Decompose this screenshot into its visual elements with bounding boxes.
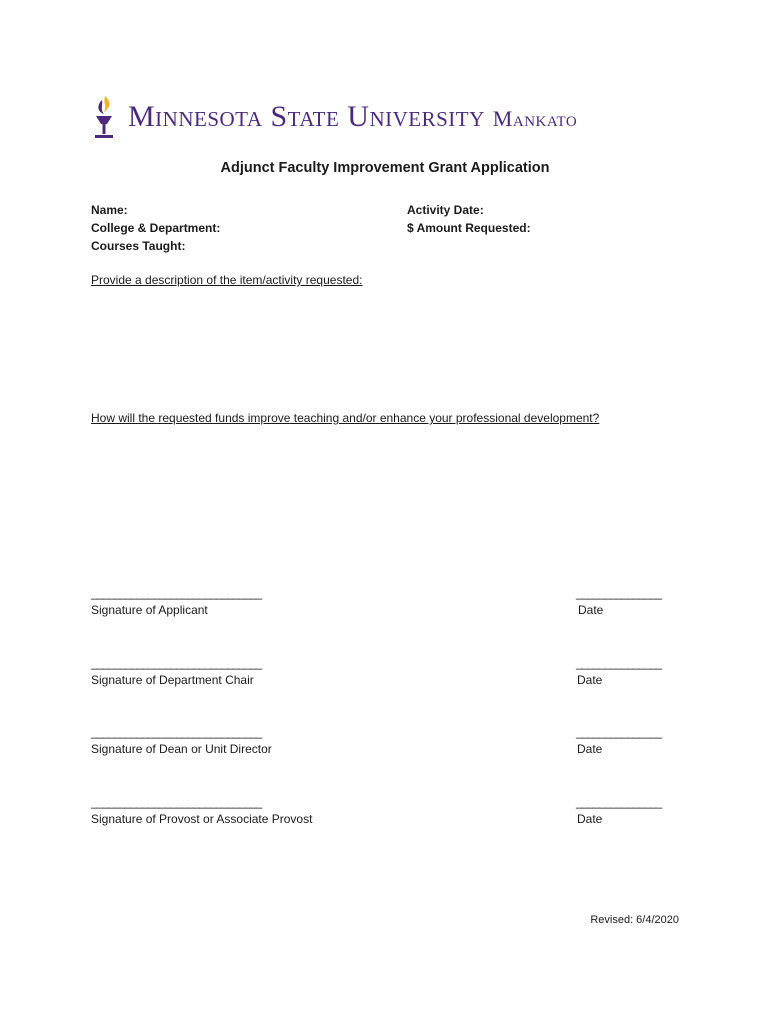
- activity-date-label: Activity Date:: [407, 203, 484, 217]
- department-chair-signature-line: ______________________________: [91, 656, 262, 670]
- improvement-prompt: How will the requested funds improve teaching and/or enhance your professional development?: [91, 411, 600, 425]
- dean-date-line: _______________: [576, 725, 662, 739]
- form-title: Adjunct Faculty Improvement Grant Application: [220, 160, 550, 176]
- logo-wordmark: [128, 100, 577, 134]
- logo-sub-text: Mankato: [492, 106, 578, 131]
- applicant-date-line: _______________: [576, 586, 662, 600]
- applicant-signature-label: Signature of Applicant: [91, 603, 208, 617]
- logo-main-text: Minnesota State University: [128, 100, 485, 133]
- dean-signature-line: ______________________________: [91, 725, 262, 739]
- department-chair-signature-label: Signature of Department Chair: [91, 673, 254, 687]
- department-chair-date-label: Date: [577, 673, 603, 687]
- torch-icon: [90, 94, 118, 140]
- applicant-signature-line: ______________________________: [91, 586, 262, 600]
- revised-date: Revised: 6/4/2020: [590, 914, 679, 926]
- provost-signature-line: ______________________________: [91, 795, 262, 809]
- dean-date-label: Date: [577, 742, 603, 756]
- amount-requested-label: $ Amount Requested:: [407, 221, 531, 235]
- university-logo: [90, 94, 700, 142]
- courses-taught-label: Courses Taught:: [91, 239, 186, 253]
- provost-date-line: _______________: [576, 795, 662, 809]
- department-chair-date-line: _______________: [576, 656, 662, 670]
- dean-signature-label: Signature of Dean or Unit Director: [91, 742, 272, 756]
- description-prompt: Provide a description of the item/activity requested:: [91, 273, 363, 287]
- college-department-label: College & Department:: [91, 221, 221, 235]
- provost-date-label: Date: [577, 812, 603, 826]
- provost-signature-label: Signature of Provost or Associate Provost: [91, 812, 313, 826]
- applicant-date-label: Date: [578, 603, 604, 617]
- name-label: Name:: [91, 203, 128, 217]
